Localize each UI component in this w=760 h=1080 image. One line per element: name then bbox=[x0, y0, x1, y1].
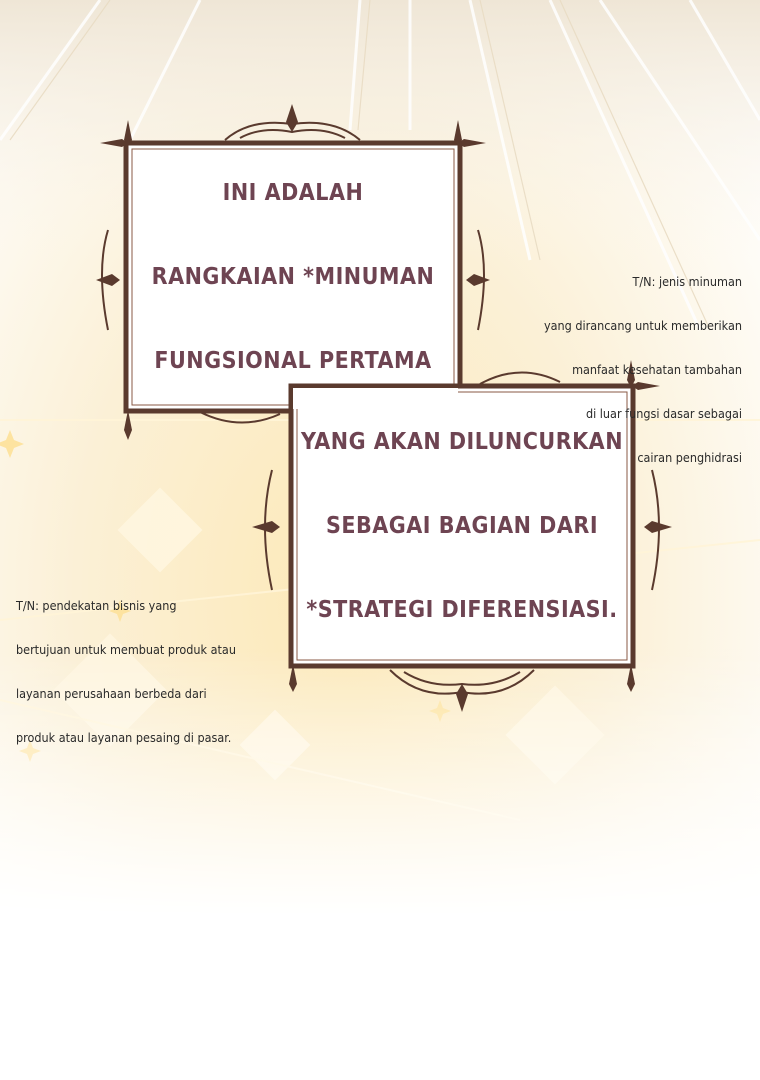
panel1-line: FUNGSIONAL PERTAMA bbox=[154, 348, 432, 374]
panel2-line: YANG AKAN DILUNCURKAN bbox=[300, 429, 624, 455]
panel1-line: INI ADALAH bbox=[222, 180, 364, 206]
note-line: layanan perusahaan berbeda dari bbox=[16, 686, 207, 701]
translator-note-1 bbox=[482, 249, 742, 491]
panel2-line: SEBAGAI BAGIAN DARI bbox=[325, 513, 599, 539]
speech-panel-1 bbox=[128, 145, 458, 409]
note-line: yang dirancang untuk memberikan bbox=[543, 318, 742, 333]
note-line: manfaat kesehatan tambahan bbox=[572, 362, 742, 377]
panel2-line: *STRATEGI DIFERENSIASI. bbox=[306, 597, 618, 623]
note-line: T/N: jenis minuman bbox=[632, 274, 742, 289]
note-line: bertujuan untuk membuat produk atau bbox=[16, 642, 236, 657]
translator-note-2 bbox=[16, 573, 286, 771]
note-line: di luar fungsi dasar sebagai bbox=[585, 406, 742, 421]
note-line: produk atau layanan pesaing di pasar. bbox=[16, 730, 232, 745]
note-line: cairan penghidrasi bbox=[637, 450, 742, 465]
panel1-line: RANGKAIAN *MINUMAN bbox=[151, 264, 435, 290]
note-line: T/N: pendekatan bisnis yang bbox=[16, 598, 177, 613]
